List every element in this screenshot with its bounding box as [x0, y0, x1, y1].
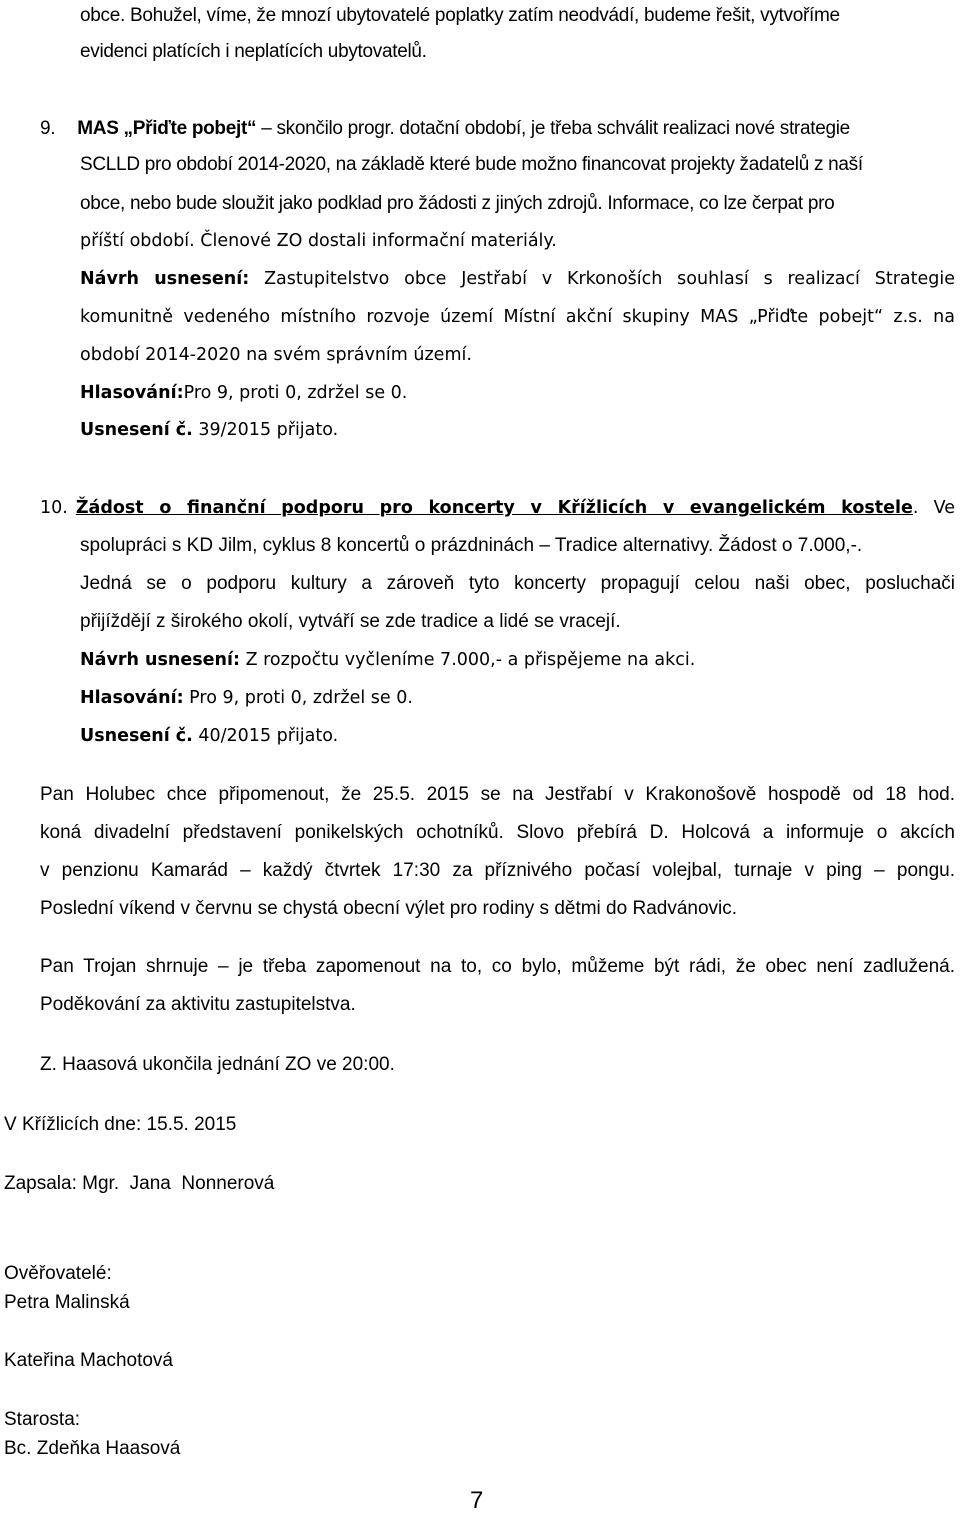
- resolution-label: Usnesení č.: [80, 420, 193, 440]
- vote-label: Hlasování:: [80, 383, 184, 403]
- resolution-text: 39/2015 přijato.: [192, 420, 339, 440]
- proposal-text: Z rozpočtu vyčleníme 7.000,- a přispějeme na akci.: [240, 650, 696, 670]
- recorded-by: Zapsala: Mgr. Jana Nonnerová: [4, 1173, 275, 1194]
- verifier-name: Petra Malinská: [4, 1292, 130, 1313]
- proposal-line: [80, 267, 955, 291]
- resolution-text: 40/2015 přijato.: [192, 726, 339, 746]
- resolution-line: [80, 724, 338, 748]
- resolution-line: [80, 418, 338, 442]
- paragraph-line: Poděkování za aktivitu zastupitelstva.: [40, 994, 356, 1015]
- item-10-heading: [40, 496, 955, 520]
- intro-line: obce. Bohužel, víme, že mnozí ubytovatelé poplatky zatím neodvádí, budeme řešit, vytvoříme: [80, 5, 840, 26]
- vote-text: Pro 9, proti 0, zdržel se 0.: [183, 383, 408, 403]
- proposal-line: [80, 648, 695, 672]
- item-text: – skončilo progr. dotační období, je třeba schválit realizaci nové strategie: [256, 118, 850, 139]
- item-text: spolupráci s KD Jilm, cyklus 8 koncertů o prázdninách – Tradice alternativy. Žádost o 7.000,-.: [80, 535, 863, 556]
- paragraph-line: Pan Trojan shrnuje – je třeba zapomenout na to, co bylo, můžeme být rádi, že obec není zadlužená.: [40, 956, 955, 977]
- proposal-label: Návrh usnesení:: [80, 269, 250, 289]
- closing-line: Z. Haasová ukončila jednání ZO ve 20:00.: [40, 1054, 395, 1075]
- proposal-text: komunitně vedeného místního rozvoje území Místní akční skupiny MAS „Přiďte pobejt“ z.s. na: [80, 307, 955, 327]
- paragraph-line: koná divadelní představení ponikelských ochotníků. Slovo přebírá D. Holcová a informuje o akcích: [40, 822, 955, 843]
- place-date: V Křížlicích dne: 15.5. 2015: [4, 1114, 237, 1135]
- item-text: obce, nebo bude sloužit jako podklad pro žádosti z jiných zdrojů. Informace, co lze čerpat pro: [80, 193, 835, 214]
- proposal-label: Návrh usnesení:: [80, 650, 240, 670]
- vote-line: [80, 686, 413, 710]
- vote-line: [80, 381, 407, 405]
- item-text: přijíždějí z širokého okolí, vytváří se zde tradice a lidé se vracejí.: [80, 611, 621, 632]
- item-text: SCLLD pro období 2014-2020, na základě které bude možno financovat projekty žadatelů z naší: [80, 154, 863, 175]
- verifiers-label: Ověřovatelé:: [4, 1263, 112, 1284]
- resolution-label: Usnesení č.: [80, 726, 193, 746]
- verifier-name: Kateřina Machotová: [4, 1350, 173, 1371]
- item-number: 10.: [40, 498, 68, 518]
- vote-label: Hlasování:: [80, 688, 184, 708]
- item-text: příští období. Členové ZO dostali informační materiály.: [80, 231, 557, 251]
- intro-line: evidenci platících i neplatících ubytovatelů.: [80, 41, 427, 62]
- item-9-heading: [40, 117, 850, 141]
- mayor-name: Bc. Zdeňka Haasová: [4, 1438, 181, 1459]
- page-number: 7: [470, 1487, 484, 1514]
- item-text: . Ve: [912, 498, 955, 518]
- vote-text: Pro 9, proti 0, zdržel se 0.: [183, 688, 413, 708]
- paragraph-line: Poslední víkend v červnu se chystá obecní výlet pro rodiny s dětmi do Radvánovic.: [40, 898, 738, 919]
- proposal-text: Zastupitelstvo obce Jestřabí v Krkonoších souhlasí s realizací Strategie: [249, 269, 955, 289]
- paragraph-line: Pan Holubec chce připomenout, že 25.5. 2015 se na Jestřabí v Krakonošově hospodě od 18 hod.: [40, 784, 955, 805]
- proposal-text: období 2014-2020 na svém správním území.: [80, 345, 472, 365]
- item-number: 9.: [40, 118, 56, 139]
- mayor-label: Starosta:: [4, 1409, 81, 1430]
- paragraph-line: v penzionu Kamarád – každý čtvrtek 17:30 za příznivého počasí volejbal, turnaje v ping – pongu.: [40, 860, 955, 881]
- item-title: MAS „Přiďte pobejt“: [77, 118, 257, 139]
- item-title: Žádost o finanční podporu pro koncerty v Křížlicích v evangelickém kostele: [75, 498, 913, 518]
- item-text: Jedná se o podporu kultury a zároveň tyto koncerty propagují celou naši obec, posluchači: [80, 573, 955, 594]
